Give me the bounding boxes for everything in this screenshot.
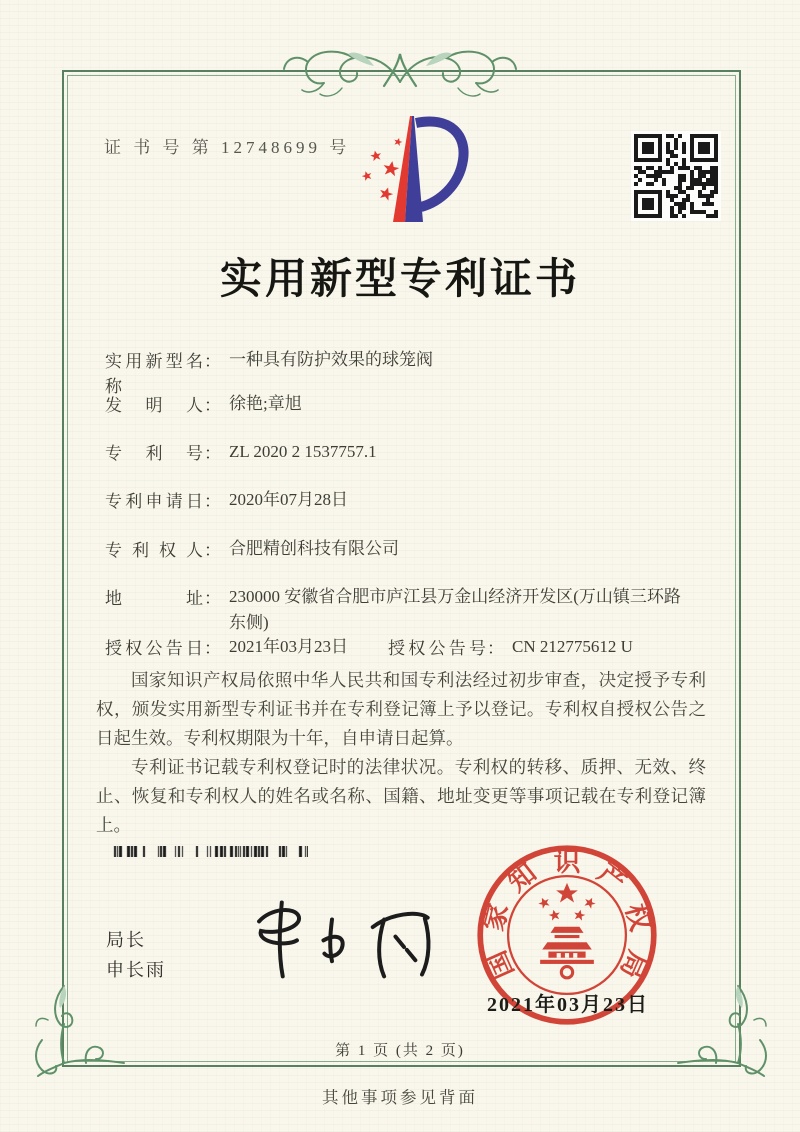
- field-label: 授权公告日: [105, 639, 203, 658]
- svg-text:国: 国: [481, 946, 520, 984]
- grant-date-under-seal: 2021年03月23日: [487, 994, 649, 1016]
- field-label: 地址: [105, 589, 203, 608]
- certificate-title: 实用新型专利证书: [219, 257, 580, 303]
- field-colon: ：: [487, 639, 504, 658]
- field-value: 230000 安徽省合肥市庐江县万金山经济开发区(万山镇三环路东侧): [229, 587, 681, 632]
- barcode: [110, 846, 308, 857]
- field-value: 一种具有防护效果的球笼阀: [229, 350, 433, 369]
- field-row-grant-date: [105, 634, 348, 660]
- field-label: 实用新型名称: [105, 352, 203, 396]
- field-value: 合肥精创科技有限公司: [229, 539, 399, 558]
- field-value: 2020年07月28日: [229, 490, 348, 509]
- field-label: 专利号: [105, 444, 203, 463]
- field-colon: ：: [204, 492, 221, 511]
- svg-text:识: 识: [553, 846, 581, 877]
- field-row-inventor: [105, 391, 302, 417]
- field-row-grant-number: [388, 634, 633, 660]
- field-label: 发明人: [105, 396, 203, 415]
- bottom-right-floral-ornament-icon: [672, 980, 774, 1084]
- field-value: ZL 2020 2 1537757.1: [229, 442, 377, 461]
- field-value: CN 212775612 U: [512, 637, 633, 656]
- field-value: 徐艳;章旭: [229, 394, 302, 413]
- bottom-left-floral-ornament-icon: [28, 980, 130, 1084]
- field-label: 专利权人: [105, 541, 203, 560]
- field-colon: ：: [204, 352, 221, 371]
- see-back-note: 其他事项参见背面: [322, 1088, 478, 1107]
- signer-title: 局长: [106, 930, 146, 950]
- commissioner-signature: [232, 893, 432, 983]
- field-colon: ：: [204, 589, 221, 608]
- svg-text:产: 产: [592, 857, 632, 898]
- top-floral-ornament-icon: [278, 42, 522, 106]
- legal-text: [96, 666, 706, 840]
- svg-text:局: 局: [614, 946, 653, 984]
- cnipa-logo-icon: [348, 112, 473, 230]
- legal-paragraph-1: 国家知识产权局依照中华人民共和国专利法经过初步审查，决定授予专利权，颁发实用新型专利证书并在专利登记簿上予以登记。专利权自授权公告之日起生效。专利权期限为十年，自申请日起算。: [96, 670, 706, 748]
- field-value: 2021年03月23日: [229, 637, 348, 656]
- field-row-patentee: [105, 536, 399, 562]
- field-colon: ：: [204, 541, 221, 560]
- field-row-filing-date: [105, 487, 348, 513]
- certificate-number: 证 书 号 第 12748699 号: [104, 138, 351, 157]
- legal-paragraph-2: 专利证书记载专利权登记时的法律状况。专利权的转移、质押、无效、终止、恢复和专利权人的姓名或名称、国籍、地址变更等事项记载在专利登记簿上。: [96, 757, 706, 835]
- signer-name: 申长雨: [106, 960, 166, 980]
- field-row-address: [105, 584, 684, 636]
- svg-text:知: 知: [502, 857, 542, 898]
- svg-text:家: 家: [478, 900, 514, 934]
- field-label: 专利申请日: [105, 492, 203, 511]
- field-colon: ：: [204, 639, 221, 658]
- field-row-utility-name: [105, 347, 433, 397]
- page-number: 第 1 页 (共 2 页): [335, 1043, 465, 1059]
- qr-code: [631, 131, 721, 221]
- field-label: 授权公告号: [388, 639, 486, 658]
- svg-text:权: 权: [620, 900, 656, 934]
- field-row-patent-number: [105, 439, 377, 465]
- field-colon: ：: [204, 396, 221, 415]
- field-colon: ：: [204, 444, 221, 463]
